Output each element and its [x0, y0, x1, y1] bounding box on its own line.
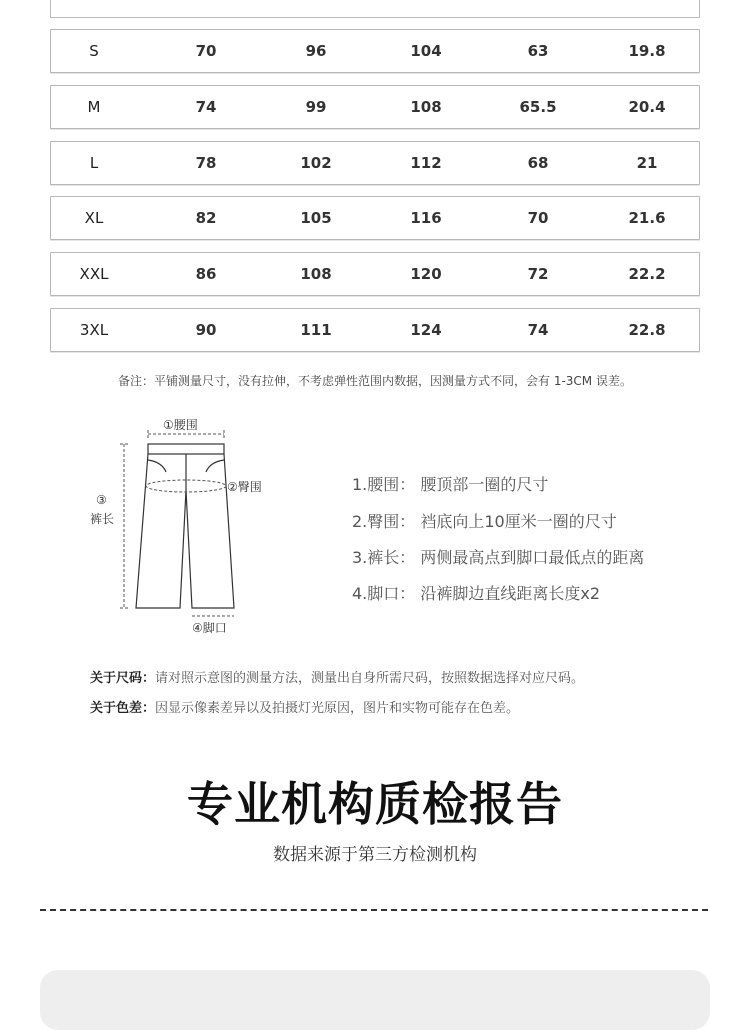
- about-color-text: 因显示像素差异以及拍摄灯光原因，图片和实物可能存在色差。: [155, 701, 520, 716]
- value-cell: 19.8: [628, 42, 666, 60]
- value-cell: 74: [195, 98, 217, 116]
- size-cell: 3XL: [79, 321, 109, 339]
- table-row: [50, 141, 700, 185]
- about-size-text: 请对照示意图的测量方法，测量出自身所需尺码，按照数据选择对应尺码。: [155, 671, 585, 686]
- header-cell: [79, 0, 109, 2]
- hem-label: ④脚口: [192, 621, 227, 635]
- about-size-title: 关于尺码：: [90, 671, 156, 686]
- size-cell: XL: [84, 209, 104, 227]
- header-cell: [632, 0, 662, 2]
- value-cell: 72: [527, 265, 549, 283]
- value-cell: 22.8: [628, 321, 666, 339]
- value-cell: 21: [636, 154, 658, 172]
- value-cell: 104: [410, 42, 442, 60]
- value-cell: 74: [527, 321, 549, 339]
- table-row: [50, 85, 700, 129]
- legend-length: 3.裤长： 两侧最高点到脚口最低点的距离: [352, 548, 645, 567]
- size-cell: XXL: [79, 265, 109, 283]
- value-cell: 82: [195, 209, 217, 227]
- measurement-note: 备注：平铺测量尺寸，没有拉伸，不考虑弹性范围内数据，因测量方式不同，会有 1-3CM 误差。: [118, 374, 632, 388]
- value-cell: 21.6: [628, 209, 666, 227]
- report-card: [40, 970, 710, 1030]
- header-cell: [515, 0, 560, 2]
- value-cell: 90: [195, 321, 217, 339]
- table-row: [50, 308, 700, 352]
- report-title: 专业机构质检报告: [187, 777, 563, 831]
- value-cell: 70: [527, 209, 549, 227]
- length-number: ③: [96, 493, 107, 507]
- pants-diagram: [80, 410, 300, 645]
- value-cell: 63: [527, 42, 549, 60]
- dashed-divider: [40, 909, 708, 911]
- header-cell: [301, 0, 331, 2]
- size-cell: S: [89, 42, 99, 60]
- value-cell: 102: [300, 154, 332, 172]
- legend-hip: 2.臀围： 裆底向上10厘米一圈的尺寸: [352, 512, 617, 531]
- value-cell: 99: [305, 98, 327, 116]
- header-cell: [191, 0, 221, 2]
- legend-waist: 1.腰围： 腰顶部一圈的尺寸: [352, 475, 549, 494]
- value-cell: 78: [195, 154, 217, 172]
- table-header-row: [50, 0, 700, 18]
- value-cell: 68: [527, 154, 549, 172]
- value-cell: 70: [195, 42, 217, 60]
- value-cell: 116: [410, 209, 442, 227]
- table-row: [50, 252, 700, 296]
- table-row: [50, 29, 700, 73]
- value-cell: 65.5: [519, 98, 557, 116]
- value-cell: 112: [410, 154, 442, 172]
- value-cell: 120: [410, 265, 442, 283]
- value-cell: 108: [300, 265, 332, 283]
- value-cell: 22.2: [628, 265, 666, 283]
- value-cell: 124: [410, 321, 442, 339]
- length-label: 裤长: [90, 512, 115, 526]
- about-size: [90, 667, 584, 686]
- report-subtitle: 数据来源于第三方检测机构: [273, 845, 477, 865]
- value-cell: 105: [300, 209, 332, 227]
- legend-hem: 4.脚口： 沿裤脚边直线距离长度x2: [352, 584, 601, 603]
- size-cell: M: [87, 98, 101, 116]
- hip-label: ②臀围: [227, 480, 262, 494]
- value-cell: 86: [195, 265, 217, 283]
- table-row: [50, 196, 700, 240]
- header-cell: [411, 0, 441, 2]
- value-cell: 108: [410, 98, 442, 116]
- value-cell: 20.4: [628, 98, 666, 116]
- about-color-title: 关于色差：: [90, 701, 156, 716]
- waist-label: ①腰围: [163, 418, 198, 432]
- about-color: [90, 697, 519, 716]
- value-cell: 111: [300, 321, 332, 339]
- size-cell: L: [89, 154, 99, 172]
- value-cell: 96: [305, 42, 327, 60]
